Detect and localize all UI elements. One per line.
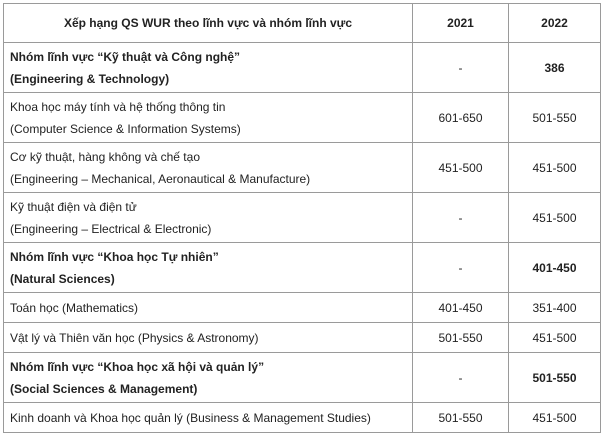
rank-2022: 351-400: [509, 293, 601, 323]
rank-2021: -: [413, 243, 509, 293]
table-row: [4, 403, 601, 433]
rank-2022: 501-550: [509, 353, 601, 403]
field-name-vi: Khoa học máy tính và hệ thống thông tin: [10, 99, 226, 114]
field-name-vi: Nhóm lĩnh vực “Kỹ thuật và Công nghệ”: [10, 49, 241, 64]
field-name-en: (Social Sciences & Management): [10, 381, 198, 396]
rank-2022: 451-500: [509, 193, 601, 243]
table-row: [4, 323, 601, 353]
rank-2022: 451-500: [509, 143, 601, 193]
field-name-en: (Engineering & Technology): [10, 71, 170, 86]
table-row: [4, 93, 601, 143]
field-name: [4, 93, 413, 143]
field-name: [4, 243, 413, 293]
rank-2021: 401-450: [413, 293, 509, 323]
rank-2021: -: [413, 43, 509, 93]
rank-2022: 451-500: [509, 323, 601, 353]
field-name-en: (Computer Science & Information Systems): [10, 121, 241, 136]
rank-2021: -: [413, 193, 509, 243]
header-row: [4, 4, 601, 43]
field-name: [4, 43, 413, 93]
rank-2022: 386: [509, 43, 601, 93]
field-name: [4, 143, 413, 193]
header-category: Xếp hạng QS WUR theo lĩnh vực và nhóm lĩnh vực: [4, 4, 413, 43]
field-name: [4, 353, 413, 403]
table-row: [4, 143, 601, 193]
rank-2022: 401-450: [509, 243, 601, 293]
field-name: Kinh doanh và Khoa học quản lý (Business & Management Studies): [4, 403, 413, 433]
table-row: [4, 43, 601, 93]
rank-2021: 451-500: [413, 143, 509, 193]
rank-2022: 501-550: [509, 93, 601, 143]
field-name-vi: Cơ kỹ thuật, hàng không và chế tạo: [10, 149, 200, 164]
rank-2021: 601-650: [413, 93, 509, 143]
field-name-en: (Engineering – Mechanical, Aeronautical & Manufacture): [10, 171, 311, 186]
ranking-table: [3, 3, 601, 433]
field-name-vi: Nhóm lĩnh vực “Khoa học xã hội và quản lý”: [10, 359, 265, 374]
field-name-vi: Nhóm lĩnh vực “Khoa học Tự nhiên”: [10, 249, 219, 264]
table-row: [4, 293, 601, 323]
field-name: [4, 193, 413, 243]
header-year-2021: 2021: [413, 4, 509, 43]
header-year-2022: 2022: [509, 4, 601, 43]
rank-2021: 501-550: [413, 403, 509, 433]
field-name-en: (Natural Sciences): [10, 271, 115, 286]
rank-2022: 451-500: [509, 403, 601, 433]
field-name-vi: Kỹ thuật điện và điện tử: [10, 199, 137, 214]
table-row: [4, 243, 601, 293]
field-name-en: (Engineering – Electrical & Electronic): [10, 221, 212, 236]
rank-2021: 501-550: [413, 323, 509, 353]
rank-2021: -: [413, 353, 509, 403]
table-row: [4, 193, 601, 243]
field-name: Toán học (Mathematics): [4, 293, 413, 323]
table-row: [4, 353, 601, 403]
field-name: Vật lý và Thiên văn học (Physics & Astronomy): [4, 323, 413, 353]
